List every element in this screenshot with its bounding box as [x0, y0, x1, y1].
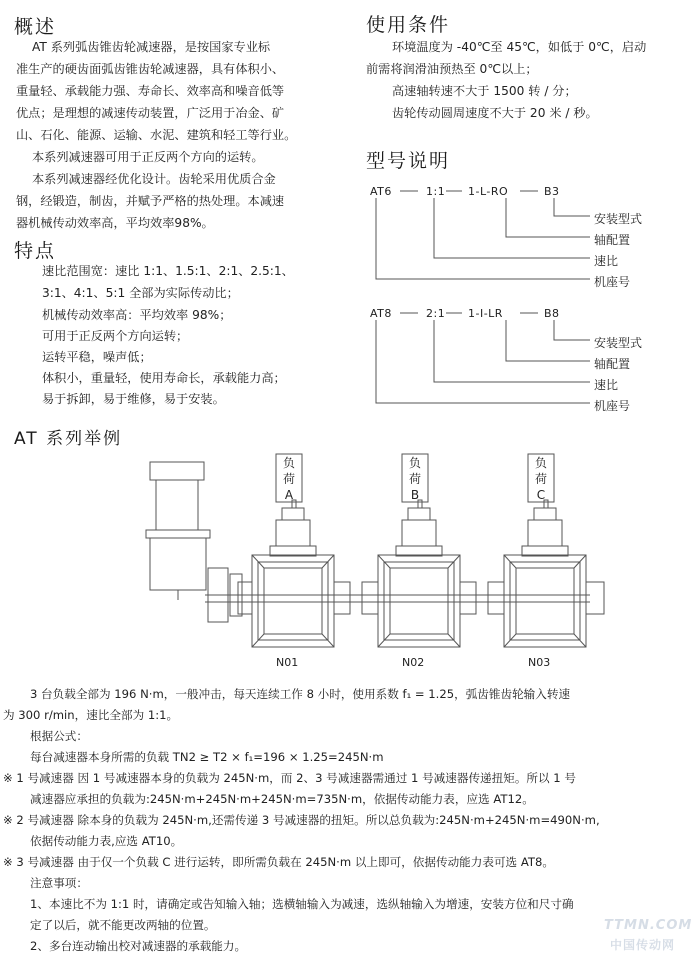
load-c-label: 负 荷 C: [534, 456, 547, 502]
feature-line: 运转平稳，噪声低；: [42, 350, 152, 364]
model-code-shaft: 1-L-RO: [468, 185, 509, 198]
condition-line: 高速轴转速不大于 1500 转 / 分；: [392, 84, 577, 98]
calc-line: ※ 2 号减速器 除本身的负载为 245N·m,还需传递 3 号减速器的扭矩。所以总负载为:245N·m+245N·m=490N·m,: [3, 813, 600, 827]
model-code-series: AT8: [370, 307, 392, 320]
unit-label-n01: N01: [276, 656, 299, 669]
model-code-frame: B3: [544, 185, 560, 198]
feature-line: 体积小，重量轻，使用寿命长，承载能力高；: [42, 371, 286, 385]
overview-title: 概述: [14, 16, 57, 38]
overview-line: 器机械传动效率高，平均效率98%。: [16, 216, 214, 230]
model-code-ratio: 1:1: [426, 185, 446, 198]
features-title: 特点: [14, 240, 57, 262]
overview-line: 山、石化、能源、运输、水泥、建筑和轻工等行业。: [16, 128, 297, 142]
watermark-text: 中国传动网: [610, 938, 676, 952]
feature-line: 速比范围宽：速比 1:1、1.5:1、2:1、2.5:1、: [42, 264, 294, 278]
calc-line: 每台减速器本身所需的负载 TN2 ≥ T2 × f₁=196 × 1.25=245N·m: [30, 750, 384, 764]
calc-line: 注意事项：: [30, 876, 88, 890]
model-legend-ratio: 速比: [594, 254, 619, 268]
calc-line: 定了以后，就不能更改两轴的位置。: [30, 918, 216, 932]
unit-label-n03: N03: [528, 656, 551, 669]
watermark-logo: TTMN.COM: [604, 918, 692, 933]
overview-line: 本系列减速器经优化设计。齿轮采用优质合金: [32, 172, 276, 186]
calc-line: 减速器应承担的负载为:245N·m+245N·m+245N·m=735N·m，依据传动能力表，应选 AT12。: [30, 792, 534, 806]
calc-line: ※ 1 号减速器 因 1 号减速器本身的负载为 245N·m，而 2、3 号减速器需通过 1 号减速器传递扭矩。所以 1 号: [3, 771, 576, 785]
model-legend-shaft: 轴配置: [594, 233, 631, 247]
load-a-label: 负 荷 A: [282, 456, 295, 502]
model-code-ratio: 2:1: [426, 307, 446, 320]
example-title: AT 系列举例: [14, 429, 123, 449]
overview-line: 本系列减速器可用于正反两个方向的运转。: [32, 150, 264, 164]
model-legend-mount: 安装型式: [594, 212, 643, 226]
model-code-frame: B8: [544, 307, 560, 320]
load-b-label: 负 荷 B: [408, 456, 421, 502]
model-legend-frame: 机座号: [594, 399, 631, 413]
unit-label-n02: N02: [402, 656, 425, 669]
calc-line: 2、多台连动输出校对减速器的承载能力。: [30, 939, 247, 953]
model-code-shaft: 1-I-LR: [468, 307, 503, 320]
model-code-series: AT6: [370, 185, 392, 198]
model-legend-mount: 安装型式: [594, 336, 643, 350]
overview-line: 优点；是理想的减速传动装置，广泛用于冶金、矿: [16, 106, 285, 120]
model-connector-lines: [0, 0, 692, 430]
model-title: 型号说明: [366, 150, 451, 172]
feature-line: 机械传动效率高：平均效率 98%；: [42, 308, 232, 322]
overview-line: 钢，经锻造，制齿，并赋予严格的热处理。本减速: [16, 194, 285, 208]
calc-line: 依据传动能力表,应选 AT10。: [30, 834, 183, 848]
calc-line: ※ 3 号减速器 由于仅一个负载 C 进行运转，即所需负载在 245N·m 以上即可，依据传动能力表可选 AT8。: [3, 855, 554, 869]
feature-line: 易于拆卸，易于维修，易于安装。: [42, 392, 225, 406]
condition-line: 环境温度为 -40℃至 45℃，如低于 0℃，启动: [392, 40, 647, 54]
overview-line: AT 系列弧齿锥齿轮减速器，是按国家专业标: [32, 40, 271, 54]
calc-line: 为 300 r/min，速比全部为 1:1。: [3, 708, 179, 722]
calc-line: 1、本速比不为 1:1 时，请确定或告知输入轴；选横轴输入为减速，选纵轴输入为增速，安装方位和尺寸确: [30, 897, 574, 911]
gearbox-drawing: [0, 450, 692, 680]
feature-line: 3:1、4:1、5:1 全部为实际传动比；: [42, 286, 239, 300]
feature-line: 可用于正反两个方向运转；: [42, 329, 189, 343]
condition-line: 齿轮传动圆周速度不大于 20 米 / 秒。: [392, 106, 598, 120]
model-legend-shaft: 轴配置: [594, 357, 631, 371]
calc-line: 根据公式：: [30, 729, 88, 743]
calc-line: 3 台负载全部为 196 N·m，一般冲击，每天连续工作 8 小时，使用系数 f₁ = 1.25，弧齿锥齿轮输入转速: [30, 687, 571, 701]
condition-line: 前需将润滑油预热至 0℃以上；: [366, 62, 538, 76]
model-legend-ratio: 速比: [594, 378, 619, 392]
overview-line: 重量轻、承载能力强、寿命长、效率高和噪音低等: [16, 84, 285, 98]
model-legend-frame: 机座号: [594, 275, 631, 289]
conditions-title: 使用条件: [366, 14, 451, 36]
overview-line: 准生产的硬齿面弧齿锥齿轮减速器，具有体积小、: [16, 62, 285, 76]
